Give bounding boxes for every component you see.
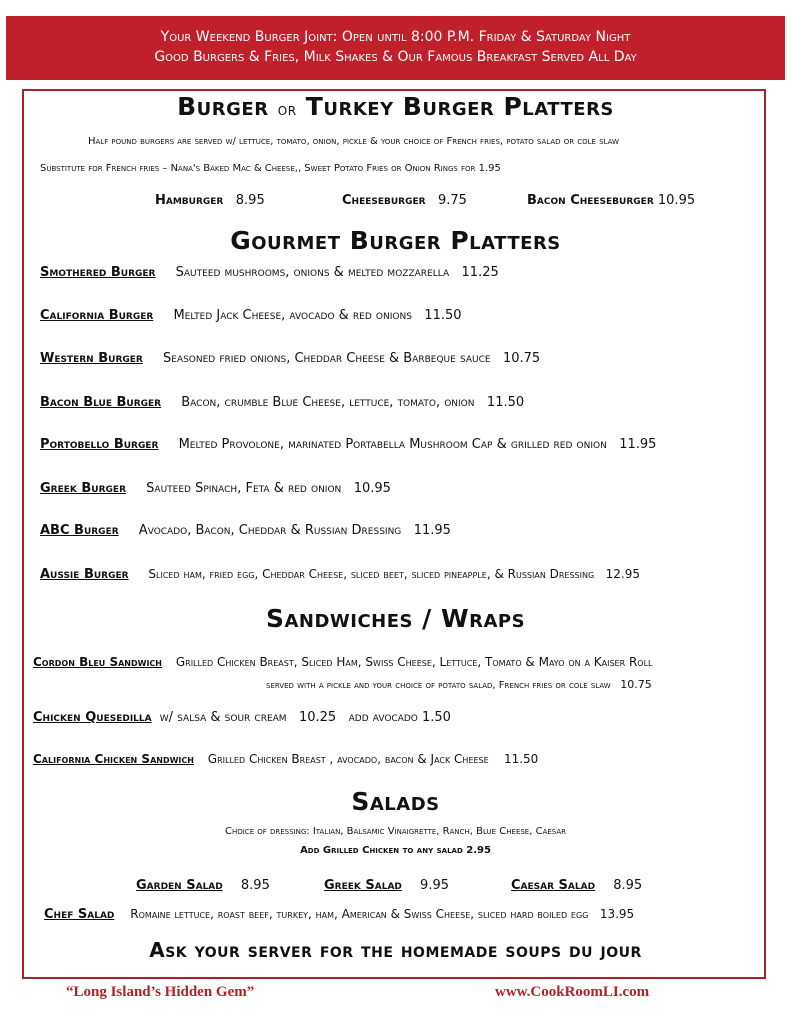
item-desc: Grilled Chicken Breast , avocado, bacon & Jack Cheese — [207, 752, 489, 766]
menu-item-california-chicken — [33, 752, 538, 766]
menu-item-bacon-cheeseburger — [527, 193, 695, 208]
platters-substitute-note: Substitute for French fries – Nana's Baked Mac & Cheese,, Sweet Potato Fries or Onion Rings for 1.95 — [40, 163, 501, 174]
item-price: 11.50 — [424, 308, 462, 323]
menu-item-bacon-blue-burger — [40, 395, 524, 410]
section-title-sandwiches: Sandwiches / Wraps — [265, 604, 526, 633]
item-desc: Sliced ham, fried egg, Cheddar Cheese, sliced beet, sliced pineapple, & Russian Dressing — [148, 567, 595, 581]
item-name: Hamburger — [155, 193, 224, 208]
item-name: Greek Salad — [324, 878, 402, 893]
menu-item-greek-salad — [324, 878, 449, 893]
salad-dressing-note: Choice of dressing: Italian, Balsamic Vinaigrette, Ranch, Blue Cheese, Caesar — [224, 826, 567, 837]
menu-item-western-burger — [40, 351, 540, 366]
item-name: Chicken Quesedilla — [33, 710, 152, 725]
item-price: 11.25 — [461, 265, 499, 280]
cordon-bleu-sides — [266, 678, 652, 691]
menu-item-garden-salad — [136, 878, 270, 893]
menu-item-cheeseburger — [342, 193, 467, 208]
item-desc: Melted Provolone, marinated Portabella Mushroom Cap & grilled red onion — [178, 437, 607, 452]
title-burger: Burger — [177, 92, 269, 121]
footer-tagline: “Long Island’s Hidden Gem” — [66, 984, 255, 1000]
section-title-gourmet: Gourmet Burger Platters — [230, 226, 561, 255]
item-desc: w/ salsa & sour cream — [159, 710, 287, 725]
banner-hours-line: Your Weekend Burger Joint: Open until 8:00 P.M. Friday & Saturday Night — [160, 29, 631, 45]
title-or: or — [277, 100, 297, 120]
item-name: Caesar Salad — [511, 878, 596, 893]
title-turkey-burger-platters: Turkey Burger Platters — [305, 92, 614, 121]
menu-item-hamburger — [155, 193, 265, 208]
item-name: Garden Salad — [136, 878, 223, 893]
menu-item-caesar-salad — [511, 878, 642, 893]
item-name: Cordon Bleu Sandwich — [33, 655, 163, 669]
item-price: 9.75 — [437, 193, 467, 208]
item-price: 11.50 — [503, 752, 539, 766]
item-name: Western Burger — [40, 351, 143, 366]
item-price: 10.75 — [502, 351, 541, 366]
item-price: 8.95 — [235, 193, 265, 208]
item-price: 10.75 — [620, 678, 652, 691]
platters-note: Half pound burgers are served w/ lettuce, tomato, onion, pickle & your choice of French fries, potato salad or cole slaw — [88, 136, 619, 147]
item-name: California Chicken Sandwich — [33, 752, 194, 766]
menu-item-chicken-quesadilla — [33, 710, 451, 725]
item-name: Chef Salad — [44, 907, 115, 922]
item-price: 12.95 — [605, 567, 640, 581]
item-price: 11.50 — [486, 395, 525, 410]
item-price: 11.95 — [619, 437, 657, 452]
item-price: 8.95 — [240, 878, 270, 893]
menu-item-california-burger — [40, 308, 462, 323]
header-banner — [6, 16, 785, 80]
item-price: 10.25 — [298, 710, 337, 725]
item-price: 13.95 — [599, 907, 635, 921]
menu-item-chef-salad — [44, 907, 634, 922]
menu-item-greek-burger — [40, 481, 391, 496]
section-title-salads: Salads — [351, 787, 440, 816]
menu-item-abc-burger — [40, 523, 451, 538]
item-desc: Seasoned fried onions, Cheddar Cheese & Barbeque sauce — [163, 351, 491, 366]
menu-item-aussie-burger — [40, 567, 640, 582]
menu-item-smothered-burger — [40, 265, 499, 280]
item-addon: add avocado 1.50 — [348, 710, 451, 725]
item-price: 10.95 — [353, 481, 391, 496]
item-name: Aussie Burger — [40, 567, 129, 582]
banner-features-line: Good Burgers & Fries, Milk Shakes & Our Famous Breakfast Served All Day — [154, 49, 637, 65]
item-name: Greek Burger — [40, 481, 127, 496]
item-name: California Burger — [40, 308, 154, 323]
item-name: Cheeseburger — [342, 193, 426, 208]
item-desc: Sauteed mushrooms, onions & melted mozzarella — [175, 265, 450, 280]
item-price: 8.95 — [613, 878, 643, 893]
item-desc: Bacon, crumble Blue Cheese, lettuce, tomato, onion — [181, 395, 475, 410]
item-price: 9.95 — [420, 878, 449, 893]
menu-item-cordon-bleu — [33, 655, 653, 669]
section-title-burger-platters — [0, 92, 791, 121]
item-desc: Grilled Chicken Breast, Sliced Ham, Swiss Cheese, Lettuce, Tomato & Mayo on a Kaiser Roll — [175, 655, 653, 669]
menu-item-portobello-burger — [40, 437, 656, 452]
item-name: Portobello Burger — [40, 437, 159, 452]
item-price: 10.95 — [657, 193, 696, 208]
item-name: ABC Burger — [40, 523, 119, 538]
item-name: Smothered Burger — [40, 265, 156, 280]
item-price: 11.95 — [413, 523, 451, 538]
item-desc: Sauteed Spinach, Feta & red onion — [146, 481, 342, 496]
item-name: Bacon Cheeseburger — [527, 193, 654, 208]
item-desc: Melted Jack Cheese, avocado & red onions — [173, 308, 412, 323]
item-desc: Avocado, Bacon, Cheddar & Russian Dressing — [138, 523, 402, 538]
salad-chicken-addon: Add Grilled Chicken to any salad 2.95 — [300, 845, 491, 856]
footer-website[interactable]: www.CookRoomLI.com — [495, 984, 650, 1000]
item-desc-sides: served with a pickle and your choice of potato salad, French fries or cole slaw — [266, 680, 611, 691]
soups-du-jour-note: Ask your server for the homemade soups du jour — [149, 938, 642, 962]
item-desc: Romaine lettuce, roast beef, turkey, ham, American & Swiss Cheese, sliced hard boiled egg — [130, 907, 589, 921]
item-name: Bacon Blue Burger — [40, 395, 162, 410]
